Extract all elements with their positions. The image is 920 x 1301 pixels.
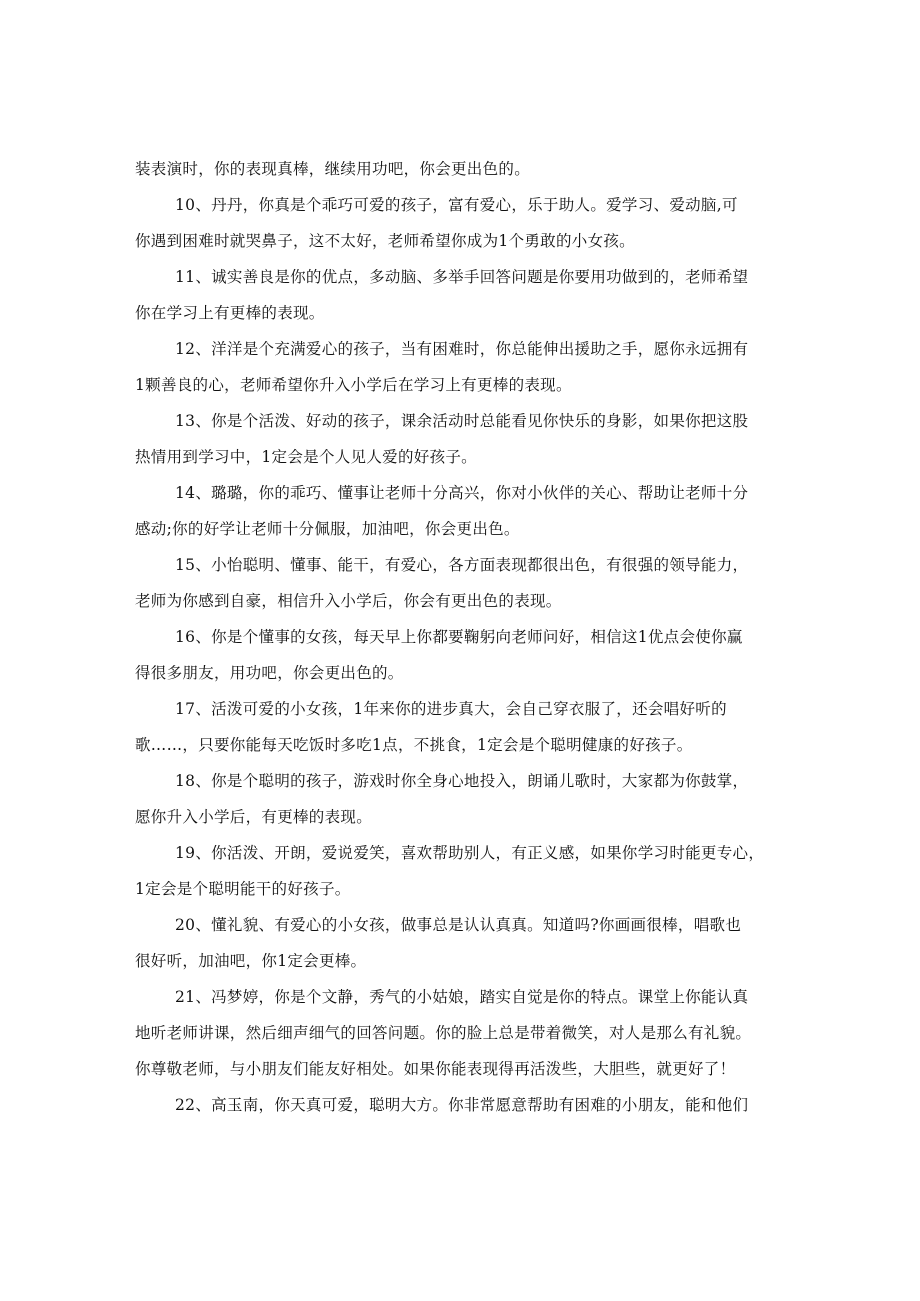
paragraph-line: 歌……，只要你能每天吃饭时多吃1点，不挑食，1定会是个聪明健康的好孩子。	[135, 736, 693, 754]
paragraph-line: 热情用到学习中，1定会是个人见人爱的好孩子。	[135, 448, 477, 466]
paragraph-line: 老师为你感到自豪，相信升入小学后，你会有更出色的表现。	[135, 592, 562, 610]
paragraph-line: 你在学习上有更棒的表现。	[135, 304, 325, 322]
paragraph-first-line: 18、你是个聪明的孩子，游戏时你全身心地投入，朗诵儿歌时，大家都为你鼓掌，	[175, 772, 749, 790]
paragraph-line: 地听老师讲课，然后细声细气的回答问题。你的脸上总是带着微笑，对人是那么有礼貌。	[135, 1024, 752, 1042]
paragraph-first-line: 20、懂礼貌、有爱心的小女孩，做事总是认认真真。知道吗?你画画很棒，唱歌也	[175, 916, 742, 934]
paragraph-first-line: 19、你活泼、开朗，爱说爱笑，喜欢帮助别人，有正义感，如果你学习时能更专心，	[175, 844, 765, 862]
paragraph-first-line: 14、璐璐，你的乖巧、懂事让老师十分高兴，你对小伙伴的关心、帮助让老师十分	[175, 484, 749, 502]
paragraph-line: 你遇到困难时就哭鼻子，这不太好，老师希望你成为1个勇敢的小女孩。	[135, 232, 635, 250]
paragraph-line: 1定会是个聪明能干的好孩子。	[135, 880, 351, 898]
paragraph-first-line: 17、活泼可爱的小女孩，1年来你的进步真大，会自己穿衣服了，还会唱好听的	[175, 700, 727, 718]
paragraph-first-line: 22、高玉南，你天真可爱，聪明大方。你非常愿意帮助有困难的小朋友，能和他们	[175, 1096, 749, 1114]
paragraph-line: 愿你升入小学后，有更棒的表现。	[135, 808, 373, 826]
paragraph-line: 很好听，加油吧，你1定会更棒。	[135, 952, 367, 970]
paragraph-line: 你尊敬老师，与小朋友们能友好相处。如果你能表现得再活泼些，大胆些，就更好了！	[135, 1060, 736, 1078]
paragraph-first-line: 10、丹丹，你真是个乖巧可爱的孩子，富有爱心，乐于助人。爱学习、爱动脑,可	[175, 196, 738, 214]
paragraph-line: 得很多朋友，用功吧，你会更出色的。	[135, 664, 404, 682]
paragraph-line: 1颗善良的心，老师希望你升入小学后在学习上有更棒的表现。	[135, 376, 572, 394]
paragraph-line: 感动;你的好学让老师十分佩服，加油吧，你会更出色。	[135, 520, 520, 538]
document-body	[135, 151, 789, 1123]
paragraph-line: 装表演时，你的表现真棒，继续用功吧，你会更出色的。	[135, 160, 531, 178]
paragraph-first-line: 11、诚实善良是你的优点，多动脑、多举手回答问题是你要用功做到的，老师希望	[175, 268, 749, 286]
paragraph-first-line: 21、冯梦婷，你是个文静，秀气的小姑娘，踏实自觉是你的特点。课堂上你能认真	[175, 988, 749, 1006]
paragraph-first-line: 13、你是个活泼、好动的孩子，课余活动时总能看见你快乐的身影，如果你把这股	[175, 412, 749, 430]
paragraph-first-line: 12、洋洋是个充满爱心的孩子，当有困难时，你总能伸出援助之手，愿你永远拥有	[175, 340, 749, 358]
paragraph-first-line: 16、你是个懂事的女孩，每天早上你都要鞠躬向老师问好，相信这1优点会使你赢	[175, 628, 743, 646]
paragraph-first-line: 15、小怡聪明、懂事、能干，有爱心，各方面表现都很出色，有很强的领导能力，	[175, 556, 749, 574]
